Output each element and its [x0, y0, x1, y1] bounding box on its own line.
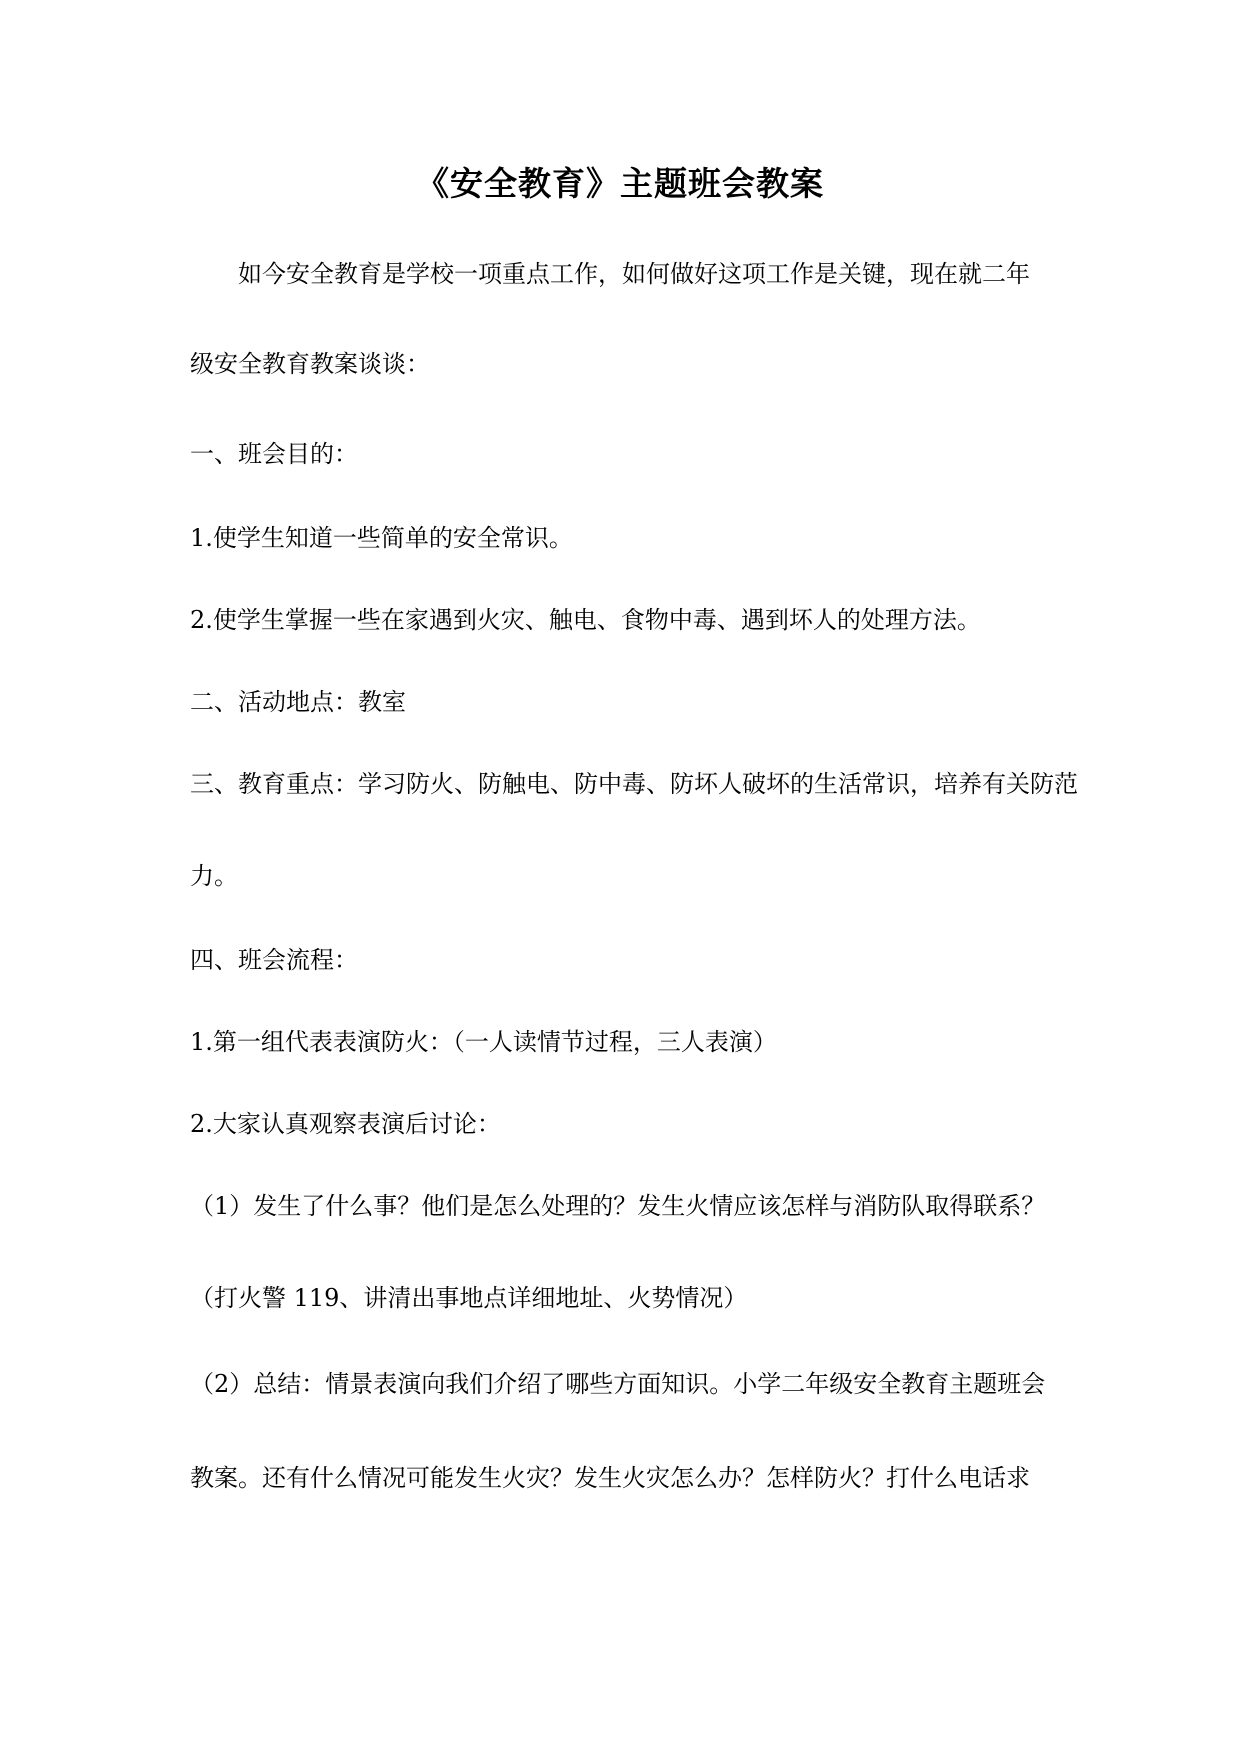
- summary-line-1: （2）总结：情景表演向我们介绍了哪些方面知识。小学二年级安全教育主题班会: [190, 1370, 1046, 1398]
- paragraph-intro-line-2: 级安全教育教案谈谈：: [190, 350, 430, 378]
- section-heading-focus-line-1: 三、教育重点：学习防火、防触电、防中毒、防坏人破坏的生活常识，培养有关防范: [190, 770, 1078, 798]
- section-heading-purpose: 一、班会目的：: [190, 440, 358, 468]
- purpose-item-2: 2.使学生掌握一些在家遇到火灾、触电、食物中毒、遇到坏人的处理方法。: [190, 606, 981, 634]
- purpose-item-1: 1.使学生知道一些简单的安全常识。: [190, 524, 573, 552]
- summary-line-2: 教案。还有什么情况可能发生火灾？发生火灾怎么办？怎样防火？打什么电话求: [190, 1464, 1030, 1492]
- document-title: 《安全教育》主题班会教案: [416, 164, 824, 203]
- section-heading-focus-line-2: 力。: [190, 862, 238, 890]
- discussion-question-1: （1）发生了什么事？他们是怎么处理的？发生火情应该怎样与消防队取得联系？: [190, 1192, 1046, 1220]
- discussion-answer-1: （打火警 119、讲清出事地点详细地址、火势情况）: [190, 1284, 748, 1312]
- section-heading-process: 四、班会流程：: [190, 946, 358, 974]
- paragraph-intro-line-1: 如今安全教育是学校一项重点工作，如何做好这项工作是关键，现在就二年: [238, 260, 1030, 288]
- process-item-2: 2.大家认真观察表演后讨论：: [190, 1110, 501, 1138]
- process-item-1: 1.第一组代表表演防火：（一人读情节过程，三人表演）: [190, 1028, 777, 1056]
- section-heading-location: 二、活动地点：教室: [190, 688, 406, 716]
